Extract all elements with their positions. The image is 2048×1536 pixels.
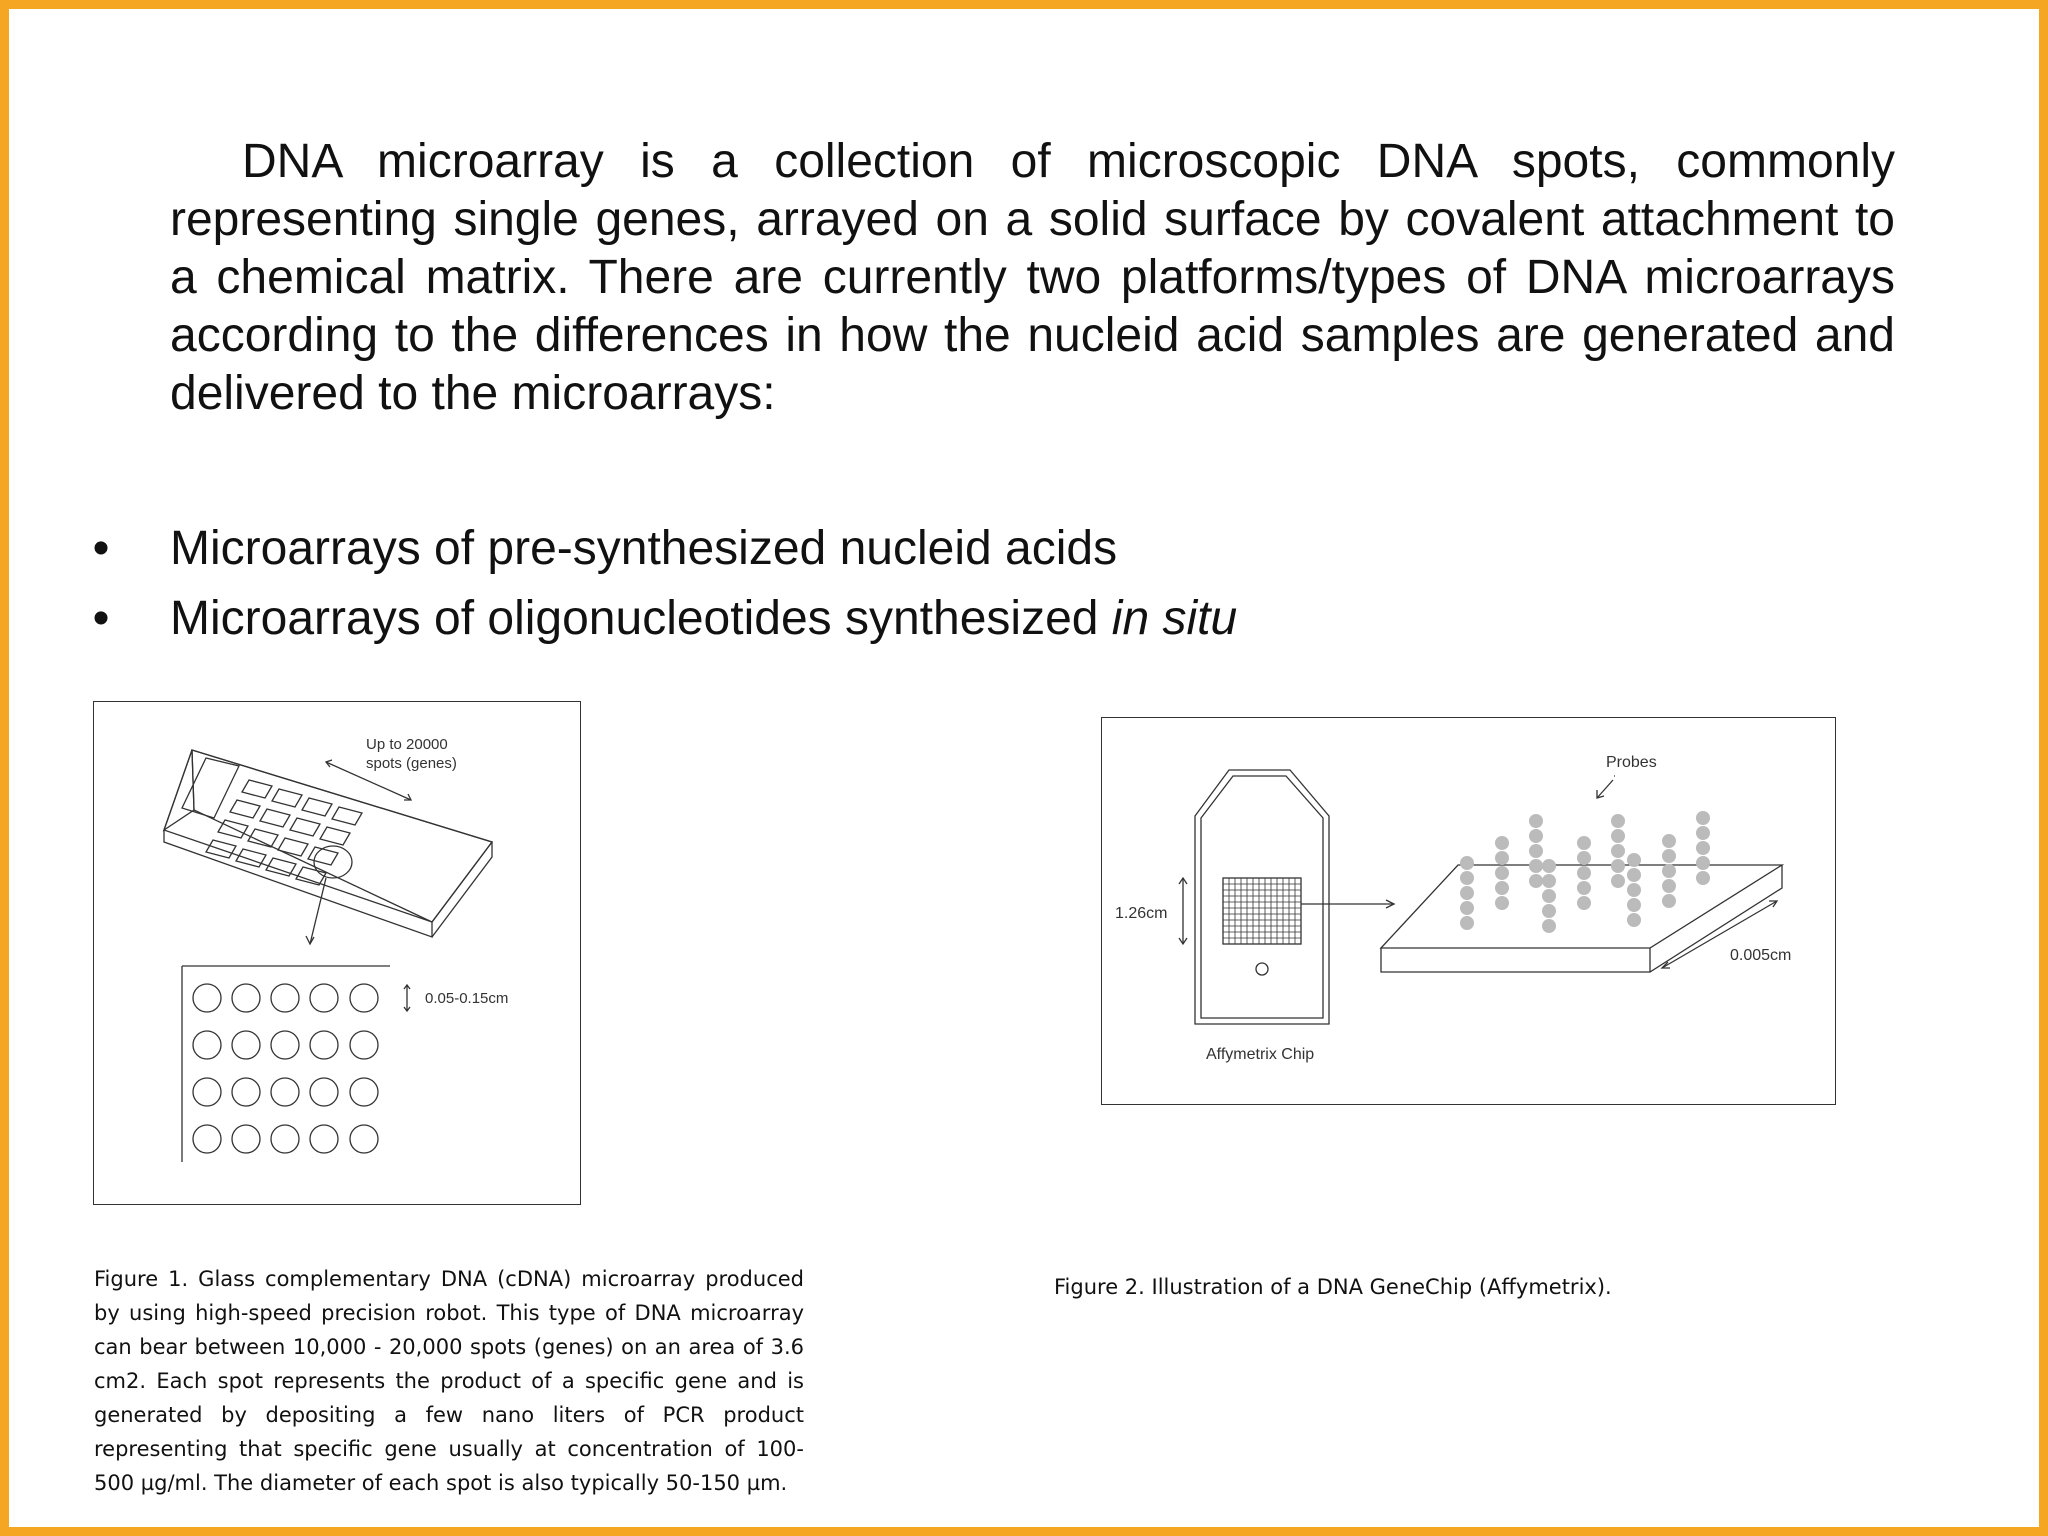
figure-1-caption: Figure 1. Glass complementary DNA (cDNA) microarray produced by using high-speed precision robot. This type of DNA microarray can bear between 10,000 - 20,000 spots (genes) on an area of 3.6 cm2. Each spot represents the product of a specific gene and is generated by depositing a few nano liters of PCR product representing that specific gene usually at concentration of 100-500 µg/ml. The diameter of each spot is also typically 50-150 µm. bbox=[94, 1267, 804, 1495]
spot-size-label: 0.05-0.15cm bbox=[425, 990, 509, 1007]
bullet-list bbox=[89, 514, 1237, 654]
figure-2-drawing bbox=[1102, 718, 1835, 1104]
intro-paragraph: DNA microarray is a collection of microscopic DNA spots, commonly representing single genes, arrayed on a solid surface by covalent attachment to a chemical matrix. There are currently two platforms/types of DNA microarrays according to the differences in how the nucleid acid samples are generated and delivered to the microarrays: bbox=[170, 135, 1895, 420]
probes-label: Probes bbox=[1606, 754, 1657, 771]
chip-probe-grid bbox=[1223, 878, 1301, 944]
slide-spot-grid bbox=[206, 780, 362, 885]
bullet-item bbox=[89, 584, 1237, 654]
figure-2-caption: Figure 2. Illustration of a DNA GeneChip (Affymetrix). bbox=[1054, 1275, 1612, 1299]
figure-2-genechip bbox=[1101, 717, 1836, 1105]
bullet-italic-text: in situ bbox=[1111, 592, 1238, 645]
probe-strands bbox=[1460, 811, 1710, 933]
bullet-text: Microarrays of pre-synthesized nucleid acids bbox=[170, 522, 1118, 575]
spots-label-line-2: spots (genes) bbox=[366, 755, 457, 772]
bullet-item bbox=[89, 514, 1237, 584]
spots-label-line-1: Up to 20000 bbox=[366, 736, 448, 753]
bullet-text: Microarrays of oligonucleotides synthesized bbox=[170, 592, 1112, 645]
spot-circles bbox=[193, 984, 378, 1153]
bullet-marker: • bbox=[92, 522, 110, 575]
figure-1-drawing bbox=[94, 702, 580, 1204]
figure-1-cdna-microarray bbox=[93, 701, 581, 1205]
chip-height-label: 1.26cm bbox=[1115, 905, 1168, 922]
plate-depth-label: 0.005cm bbox=[1730, 947, 1792, 964]
bullet-marker: • bbox=[92, 592, 110, 645]
chip-name-label: Affymetrix Chip bbox=[1206, 1046, 1315, 1063]
